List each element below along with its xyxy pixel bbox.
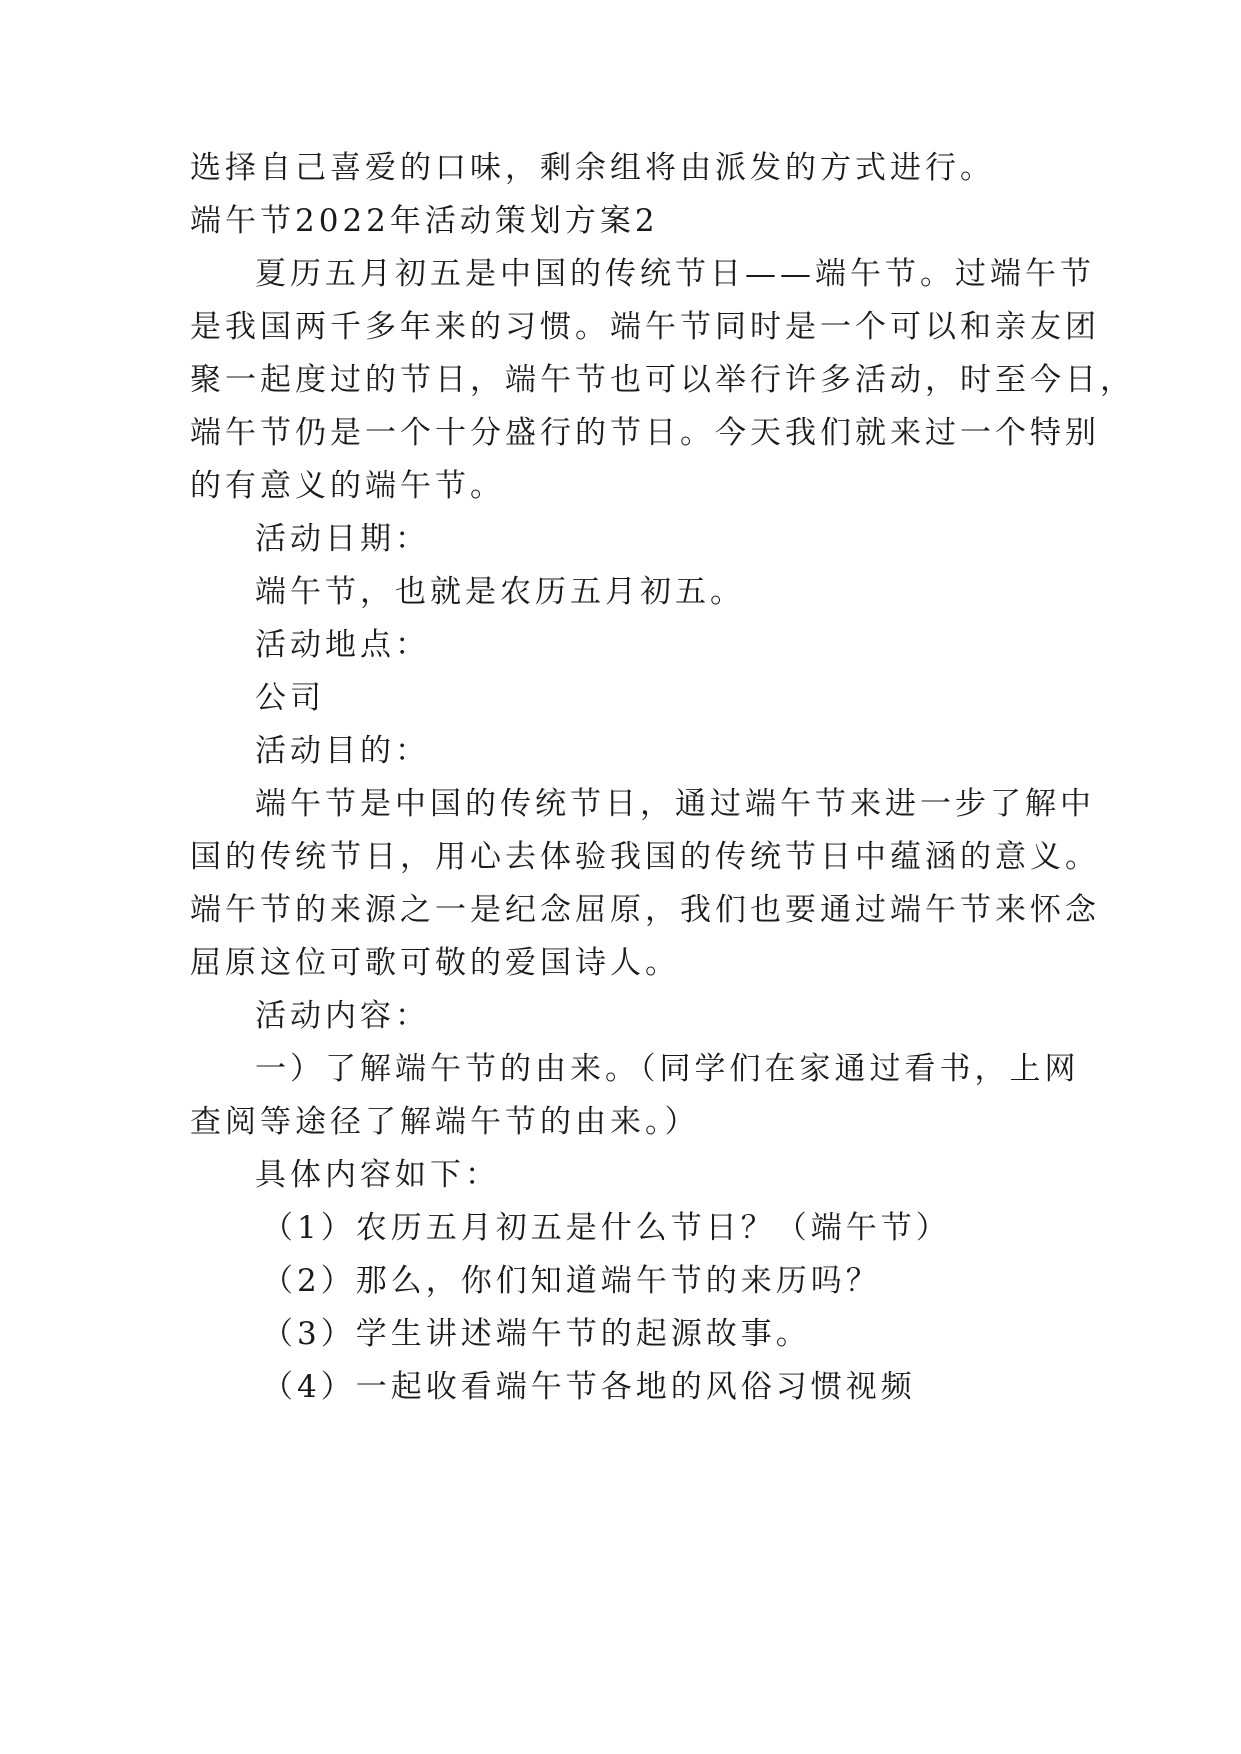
text-line: 聚一起度过的节日，端午节也可以举行许多活动，时至今日，: [190, 362, 1135, 398]
text-line: 屈原这位可歌可敬的爱国诗人。: [190, 945, 680, 981]
text-line: 端午节仍是一个十分盛行的节日。今天我们就来过一个特别: [190, 415, 1100, 451]
text-line: 端午节，也就是农历五月初五。: [255, 574, 745, 610]
text-line: 的有意义的端午节。: [190, 468, 505, 504]
heading-purpose: 活动目的：: [255, 733, 430, 769]
text-line: 查阅等途径了解端午节的由来。）: [190, 1104, 700, 1140]
heading-date: 活动日期：: [255, 521, 430, 557]
text-line: 公司: [255, 680, 325, 716]
list-item: （1）农历五月初五是什么节日？（端午节）: [262, 1210, 951, 1246]
text-line: 夏历五月初五是中国的传统节日——端午节。过端午节: [255, 256, 1095, 292]
heading-location: 活动地点：: [255, 627, 430, 663]
section-title: 端午节2022年活动策划方案2: [190, 203, 659, 239]
text-line: 一）了解端午节的由来。（同学们在家通过看书，上网: [255, 1051, 1080, 1087]
text-line: 是我国两千多年来的习惯。端午节同时是一个可以和亲友团: [190, 309, 1100, 345]
list-item: （4）一起收看端午节各地的风俗习惯视频: [262, 1369, 916, 1405]
list-item: （2）那么，你们知道端午节的来历吗？: [262, 1263, 881, 1299]
text-line: 端午节的来源之一是纪念屈原，我们也要通过端午节来怀念: [190, 892, 1100, 928]
heading-content: 活动内容：: [255, 998, 430, 1034]
text-line: 端午节是中国的传统节日，通过端午节来进一步了解中: [255, 786, 1095, 822]
text-line: 具体内容如下：: [255, 1157, 500, 1193]
text-line: 选择自己喜爱的口味，剩余组将由派发的方式进行。: [190, 150, 995, 186]
list-item: （3）学生讲述端午节的起源故事。: [262, 1316, 811, 1352]
text-line: 国的传统节日，用心去体验我国的传统节日中蕴涵的意义。: [190, 839, 1100, 875]
